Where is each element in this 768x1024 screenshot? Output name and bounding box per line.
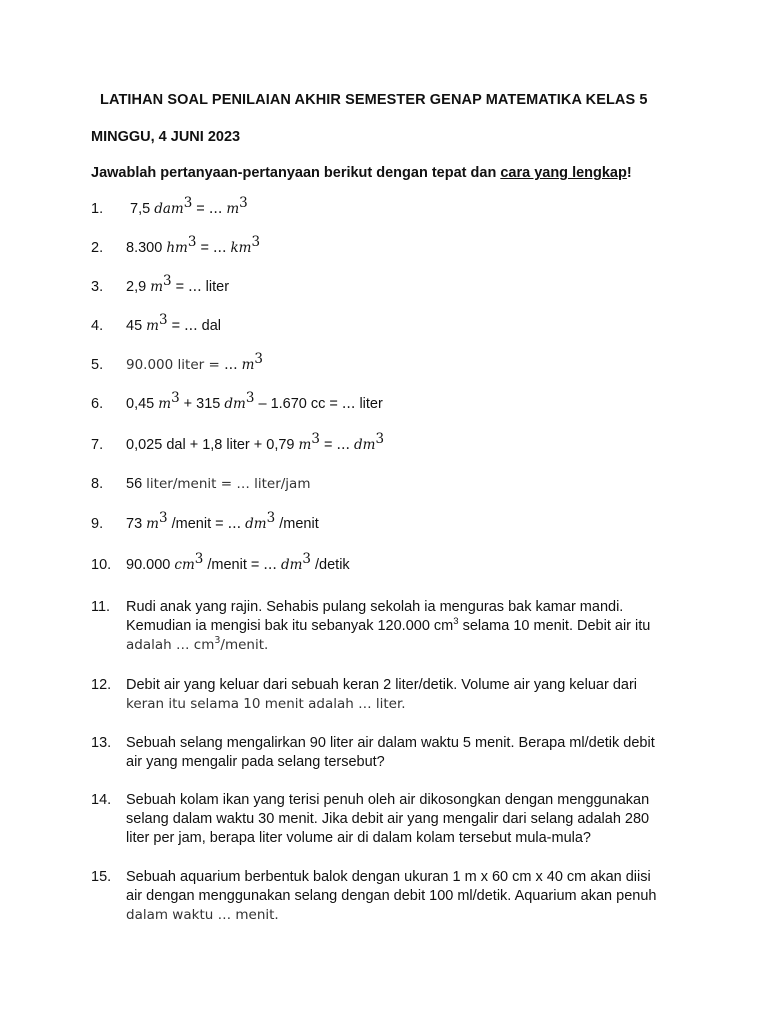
question-text [126,551,350,575]
instruction-underlined: cara yang lengkap [500,165,627,181]
question-text [126,598,678,655]
q-blank: … [224,357,238,373]
q-blank: … [227,516,242,532]
question-text [126,475,311,494]
q-eq: /menit = [203,557,264,573]
q-unit: m [241,357,255,373]
q-exponent: 3 [163,273,172,289]
text-line: air yang mengalir pada selang tersebut? [126,754,385,770]
question-text [126,351,264,375]
question-text [126,791,678,848]
q-unit: hm [166,240,188,256]
q-target-unit: dal [197,318,221,334]
q-unit: dm [353,437,376,453]
text-line [126,636,678,655]
text-line: keran itu selama 10 menit adalah … liter. [126,696,406,712]
question-number: 8. [91,476,104,492]
page-title: LATIHAN SOAL PENILAIAN AKHIR SEMESTER GENAP MATEMATIKA KELAS 5 [100,92,648,108]
q-term: – 1.670 cc = [254,396,342,412]
question-text [126,273,230,297]
question-number: 13. [91,735,112,751]
q-target-unit: liter [201,279,230,295]
question-text [126,868,678,925]
q-blank: … [341,396,356,412]
q-unit: dm [224,396,246,412]
instruction [91,165,632,181]
text-line [126,617,678,636]
question-text [126,390,383,414]
q-target-unit: liter [355,396,383,412]
text-line: Sebuah kolam ikan yang terisi penuh oleh air dikosongkan dengan menggunakan [126,792,650,808]
instruction-text: Jawablah pertanyaan-pertanyaan berikut dengan tepat dan [91,165,501,181]
q-blank: … [263,557,277,573]
q-exponent: 3 [302,551,311,567]
q-unit: dm [245,516,267,532]
q-exponent: 3 [239,195,248,211]
q-rate: liter/menit = … liter/jam [146,476,311,492]
q-exponent: 3 [171,390,180,406]
q-blank: … [188,279,202,295]
exam-date: MINGGU, 4 JUNI 2023 [91,129,241,145]
question-number: 2. [91,240,104,256]
question-number: 6. [91,396,104,412]
text-line: dalam waktu … menit. [126,907,279,923]
q-blank: … [212,240,227,256]
q-value: 0,025 dal + 1,8 liter + 0,79 [126,437,299,453]
question-text [126,676,678,714]
text-line: Sebuah selang mengalirkan 90 liter air dalam waktu 5 menit. Berapa ml/detik debit [126,735,655,751]
question-text [126,431,385,455]
question-text [130,195,248,219]
q-eq: /menit = [167,516,228,532]
text-line: Sebuah aquarium berbentuk balok dengan ukuran 1 m x 60 cm x 40 cm akan diisi [126,869,651,885]
question-number: 10. [91,557,112,573]
text-part: /menit. [220,637,269,653]
q-eq: = [196,240,213,256]
question-text [126,234,261,258]
q-value: 45 [126,318,147,334]
q-per: /menit [275,516,319,532]
q-value: 2,9 [126,279,151,295]
text-part: adalah … cm [126,637,215,653]
q-term: + 315 [179,396,225,412]
question-number: 12. [91,677,112,693]
q-unit: m [146,516,159,532]
q-unit: cm [174,557,195,573]
q-unit: km [230,240,252,256]
q-value: 90.000 [126,557,175,573]
question-number: 7. [91,437,104,453]
q-blank: … [184,318,198,334]
q-blank: … [208,201,223,217]
q-unit: m [226,201,240,217]
question-text [126,312,221,336]
question-text [126,510,319,534]
q-unit: dm [280,557,303,573]
q-eq: = [192,201,209,217]
q-exponent: 3 [254,351,264,367]
q-eq: = [167,318,185,334]
text-part: Kemudian ia mengisi bak itu sebanyak 120.000 cm [126,618,454,634]
q-unit: m [298,437,312,453]
q-exponent: 3 [194,551,204,567]
q-unit: dam [154,201,184,217]
q-exponent: 3 [214,635,221,646]
q-value: 73 [126,516,147,532]
q-exponent: 3 [183,195,193,211]
q-exponent: 3 [251,234,261,250]
text-line: Debit air yang keluar dari sebuah keran 2 liter/detik. Volume air yang keluar dari [126,677,637,693]
question-number: 5. [91,357,104,373]
text-part: selama 10 menit. Debit air itu [458,618,651,634]
q-exponent: 3 [187,234,197,250]
text-line: Rudi anak yang rajin. Sehabis pulang sekolah ia menguras bak kamar mandi. [126,599,624,615]
question-number: 1. [91,201,104,217]
q-exponent: 3 [158,312,168,328]
question-number: 3. [91,279,104,295]
q-exponent: 3 [311,431,320,447]
q-unit: m [150,279,163,295]
q-exponent: 3 [158,510,168,526]
q-exponent: 3 [245,390,255,406]
q-value: 8.300 [126,240,167,256]
question-number: 11. [91,599,111,615]
q-exponent: 3 [266,510,276,526]
question-number: 9. [91,516,104,532]
instruction-end: ! [626,165,632,181]
q-blank: … [336,437,350,453]
q-eq: = [319,437,337,453]
question-number: 14. [91,792,112,808]
q-exponent: 3 [453,616,459,627]
q-value: 90.000 liter = [126,357,225,373]
text-line: liter per jam, berapa liter volume air di dalam kolam tersebut mula-mula? [126,830,591,846]
question-number: 15. [91,869,112,885]
q-value: 7,5 [130,201,155,217]
question-number: 4. [91,318,104,334]
q-unit: m [158,396,172,412]
q-eq: = [171,279,189,295]
q-value: 0,45 [126,396,159,412]
text-line: selang dalam waktu 30 menit. Jika debit air yang mengalir dari selang adalah 280 [126,811,650,827]
q-value: 56 [126,476,147,492]
question-text [126,734,678,772]
text-line: air dengan menggunakan selang dengan debit 100 ml/detik. Aquarium akan penuh [126,888,657,904]
q-exponent: 3 [375,431,385,447]
q-per: /detik [310,557,350,573]
q-unit: m [146,318,159,334]
